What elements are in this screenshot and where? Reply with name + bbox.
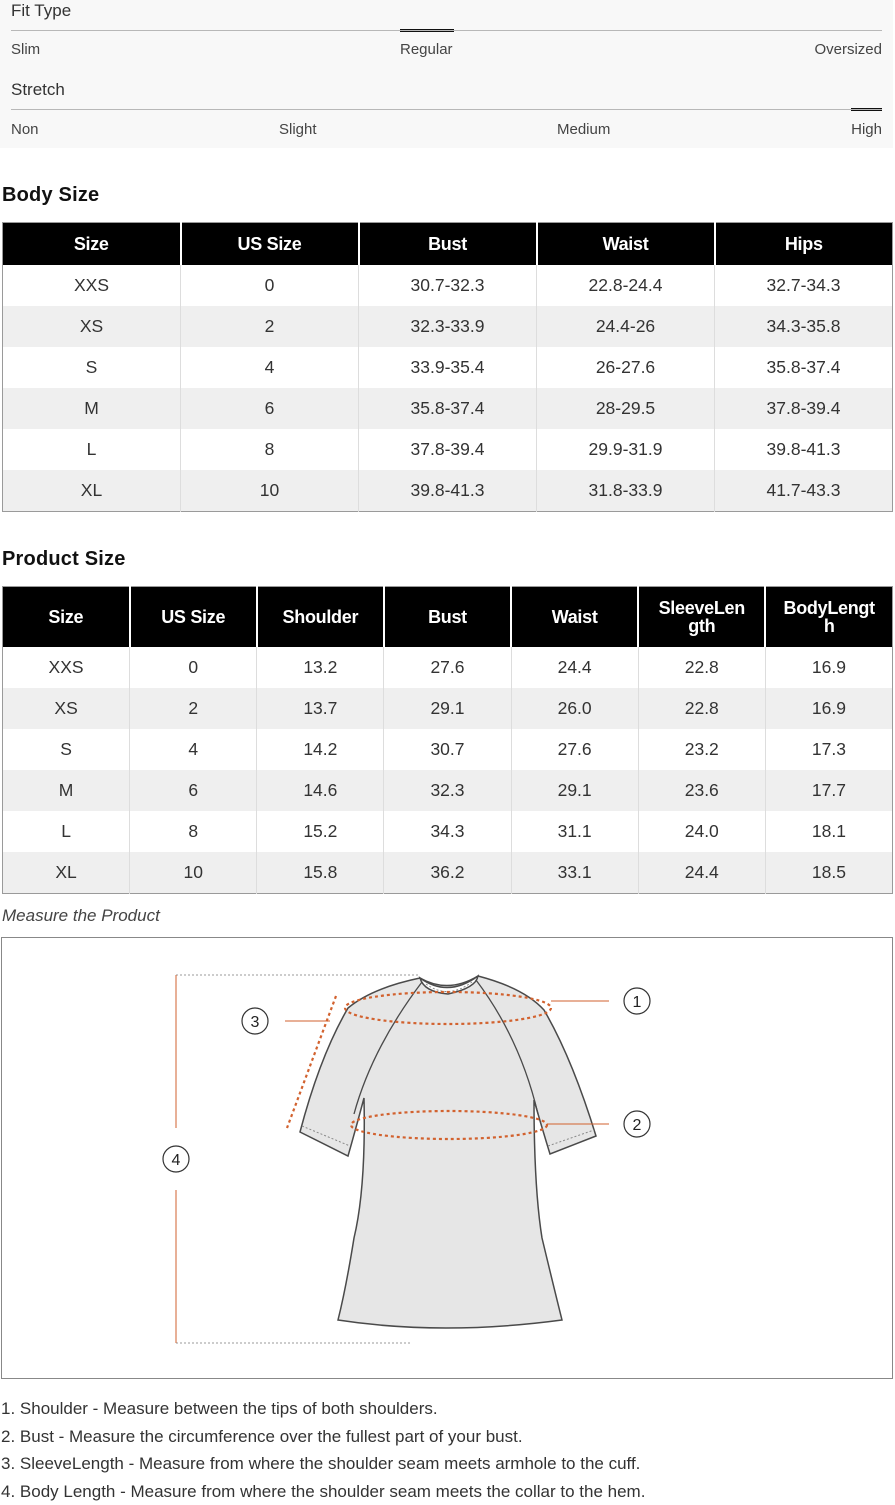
table-cell: 26-27.6 xyxy=(537,347,715,388)
table-row xyxy=(3,647,893,688)
column-header-body-length: BodyLengt h xyxy=(765,587,892,648)
table-cell: 30.7-32.3 xyxy=(359,265,537,306)
body-size-table xyxy=(2,222,893,512)
table-cell: 39.8-41.3 xyxy=(715,429,893,470)
stretch-label-non: Non xyxy=(11,121,39,138)
table-cell: 16.9 xyxy=(765,647,892,688)
table-row xyxy=(3,729,893,770)
column-header-size: Size xyxy=(3,223,181,266)
table-cell: L xyxy=(86,439,97,459)
table-cell: 16.9 xyxy=(765,688,892,729)
table-cell: 31.1 xyxy=(511,811,638,852)
table-cell: 29.1 xyxy=(384,688,511,729)
table-cell: 24.0 xyxy=(638,811,765,852)
table-cell: 26.0 xyxy=(511,688,638,729)
measurement-notes xyxy=(1,1395,645,1505)
stretch-track xyxy=(11,109,882,110)
column-header-shoulder: Shoulder xyxy=(257,587,384,648)
table-cell: 0 xyxy=(181,265,359,306)
table-row xyxy=(3,388,893,429)
table-cell: 27.6 xyxy=(511,729,638,770)
table-cell: 18.5 xyxy=(765,852,892,894)
column-header-waist: Waist xyxy=(511,587,638,648)
table-row xyxy=(3,347,893,388)
table-header-row xyxy=(3,587,893,648)
table-cell: M xyxy=(3,388,181,429)
table-cell: XL xyxy=(3,470,181,512)
table-cell: 4 xyxy=(130,729,257,770)
table-cell: 13.7 xyxy=(257,688,384,729)
column-header-us-size: US Size xyxy=(130,587,257,648)
table-cell: 13.2 xyxy=(257,647,384,688)
table-cell: 24.4-26 xyxy=(537,306,715,347)
callout-1-number: 1 xyxy=(632,994,642,1011)
table-cell: 36.2 xyxy=(384,852,511,894)
table-row xyxy=(3,688,893,729)
table-cell: S xyxy=(60,739,72,759)
table-cell: 24.4 xyxy=(638,852,765,894)
table-cell: 32.7-34.3 xyxy=(715,265,893,306)
stretch-label-medium: Medium xyxy=(557,121,611,138)
table-cell: 29.9-31.9 xyxy=(537,429,715,470)
table-cell: 28-29.5 xyxy=(537,388,715,429)
table-cell: 22.8 xyxy=(638,647,765,688)
measure-title: Measure the Product xyxy=(2,906,160,925)
callout-3-number: 3 xyxy=(250,1014,260,1031)
table-cell: 22.8-24.4 xyxy=(537,265,715,306)
table-row xyxy=(3,770,893,811)
column-header-sleeve-length: SleeveLen gth xyxy=(638,587,765,648)
table-cell: 18.1 xyxy=(765,811,892,852)
table-cell: XL xyxy=(3,852,130,894)
body-size-heading: Body Size xyxy=(2,184,100,206)
column-header-waist: Waist xyxy=(537,223,715,266)
table-cell: 10 xyxy=(130,852,257,894)
table-cell: 4 xyxy=(181,347,359,388)
table-cell: 2 xyxy=(130,688,257,729)
callout-2-number: 2 xyxy=(632,1117,642,1134)
table-cell: 22.8 xyxy=(638,688,765,729)
note-shoulder: 1. Shoulder - Measure between the tips of both shoulders. xyxy=(1,1399,438,1418)
note-bust: 2. Bust - Measure the circumference over the fullest part of your bust. xyxy=(1,1426,523,1446)
table-cell: 8 xyxy=(130,811,257,852)
table-cell: S xyxy=(85,357,98,377)
table-cell: 14.6 xyxy=(257,770,384,811)
column-header-hips: Hips xyxy=(715,223,893,266)
table-row xyxy=(3,429,893,470)
table-cell: 32.3-33.9 xyxy=(359,306,537,347)
column-header-us-size: US Size xyxy=(181,223,359,266)
table-cell: 10 xyxy=(181,470,359,512)
table-cell: 15.8 xyxy=(257,852,384,894)
table-cell: 39.8-41.3 xyxy=(359,470,537,512)
table-cell: 17.3 xyxy=(765,729,892,770)
table-cell: 41.7-43.3 xyxy=(715,470,893,512)
table-cell: 14.2 xyxy=(257,729,384,770)
table-row xyxy=(3,306,893,347)
table-cell: 33.9-35.4 xyxy=(359,347,537,388)
stretch-title: Stretch xyxy=(11,80,65,99)
table-header-row xyxy=(3,223,893,266)
stretch-label-slight: Slight xyxy=(279,121,317,138)
fit-stretch-panel xyxy=(0,0,893,148)
note-body-length: 4. Body Length - Measure from where the shoulder seam meets the collar to the hem. xyxy=(1,1481,646,1501)
table-cell: 0 xyxy=(130,647,257,688)
table-cell: 6 xyxy=(130,770,257,811)
table-cell: XXS xyxy=(73,275,110,295)
table-cell: L xyxy=(61,821,71,841)
table-cell: XXS xyxy=(48,657,84,677)
table-row xyxy=(3,470,893,512)
fit-type-title: Fit Type xyxy=(11,1,72,20)
tshirt-body-outline xyxy=(300,976,596,1328)
table-cell: 33.1 xyxy=(511,852,638,894)
callout-4-number: 4 xyxy=(171,1152,181,1169)
table-cell: 8 xyxy=(181,429,359,470)
table-cell: 35.8-37.4 xyxy=(359,388,537,429)
table-cell: 34.3-35.8 xyxy=(715,306,893,347)
table-cell: 31.8-33.9 xyxy=(537,470,715,512)
measure-diagram-box xyxy=(1,937,893,1379)
table-cell: 24.4 xyxy=(511,647,638,688)
table-row xyxy=(3,811,893,852)
table-cell: 29.1 xyxy=(511,770,638,811)
table-cell: 37.8-39.4 xyxy=(715,388,893,429)
fit-type-label-slim: Slim xyxy=(11,41,41,58)
table-row xyxy=(3,265,893,306)
fit-type-label-regular: Regular xyxy=(400,41,453,58)
table-cell: 17.7 xyxy=(765,770,892,811)
table-cell: M xyxy=(3,770,130,811)
table-cell: 37.8-39.4 xyxy=(359,429,537,470)
table-cell: 2 xyxy=(181,306,359,347)
stretch-label-high: High xyxy=(851,121,882,138)
tshirt-diagram xyxy=(2,938,892,1378)
fit-type-track xyxy=(11,30,882,31)
table-cell: 35.8-37.4 xyxy=(715,347,893,388)
table-cell: 34.3 xyxy=(384,811,511,852)
table-cell: 32.3 xyxy=(384,770,511,811)
table-cell: 6 xyxy=(181,388,359,429)
table-cell: 23.2 xyxy=(638,729,765,770)
table-row xyxy=(3,852,893,894)
table-cell: 15.2 xyxy=(257,811,384,852)
table-cell: XS xyxy=(3,306,181,347)
product-size-heading: Product Size xyxy=(2,548,126,570)
column-header-size: Size xyxy=(3,587,130,648)
note-sleeve-length: 3. SleeveLength - Measure from where the shoulder seam meets armhole to the cuff. xyxy=(1,1454,641,1474)
table-cell: 23.6 xyxy=(638,770,765,811)
column-header-bust: Bust xyxy=(359,223,537,266)
table-cell: XS xyxy=(3,688,130,729)
product-size-table xyxy=(2,586,893,894)
table-cell: 27.6 xyxy=(384,647,511,688)
fit-type-label-oversized: Oversized xyxy=(814,41,882,58)
column-header-bust: Bust xyxy=(384,587,511,648)
table-cell: 30.7 xyxy=(384,729,511,770)
